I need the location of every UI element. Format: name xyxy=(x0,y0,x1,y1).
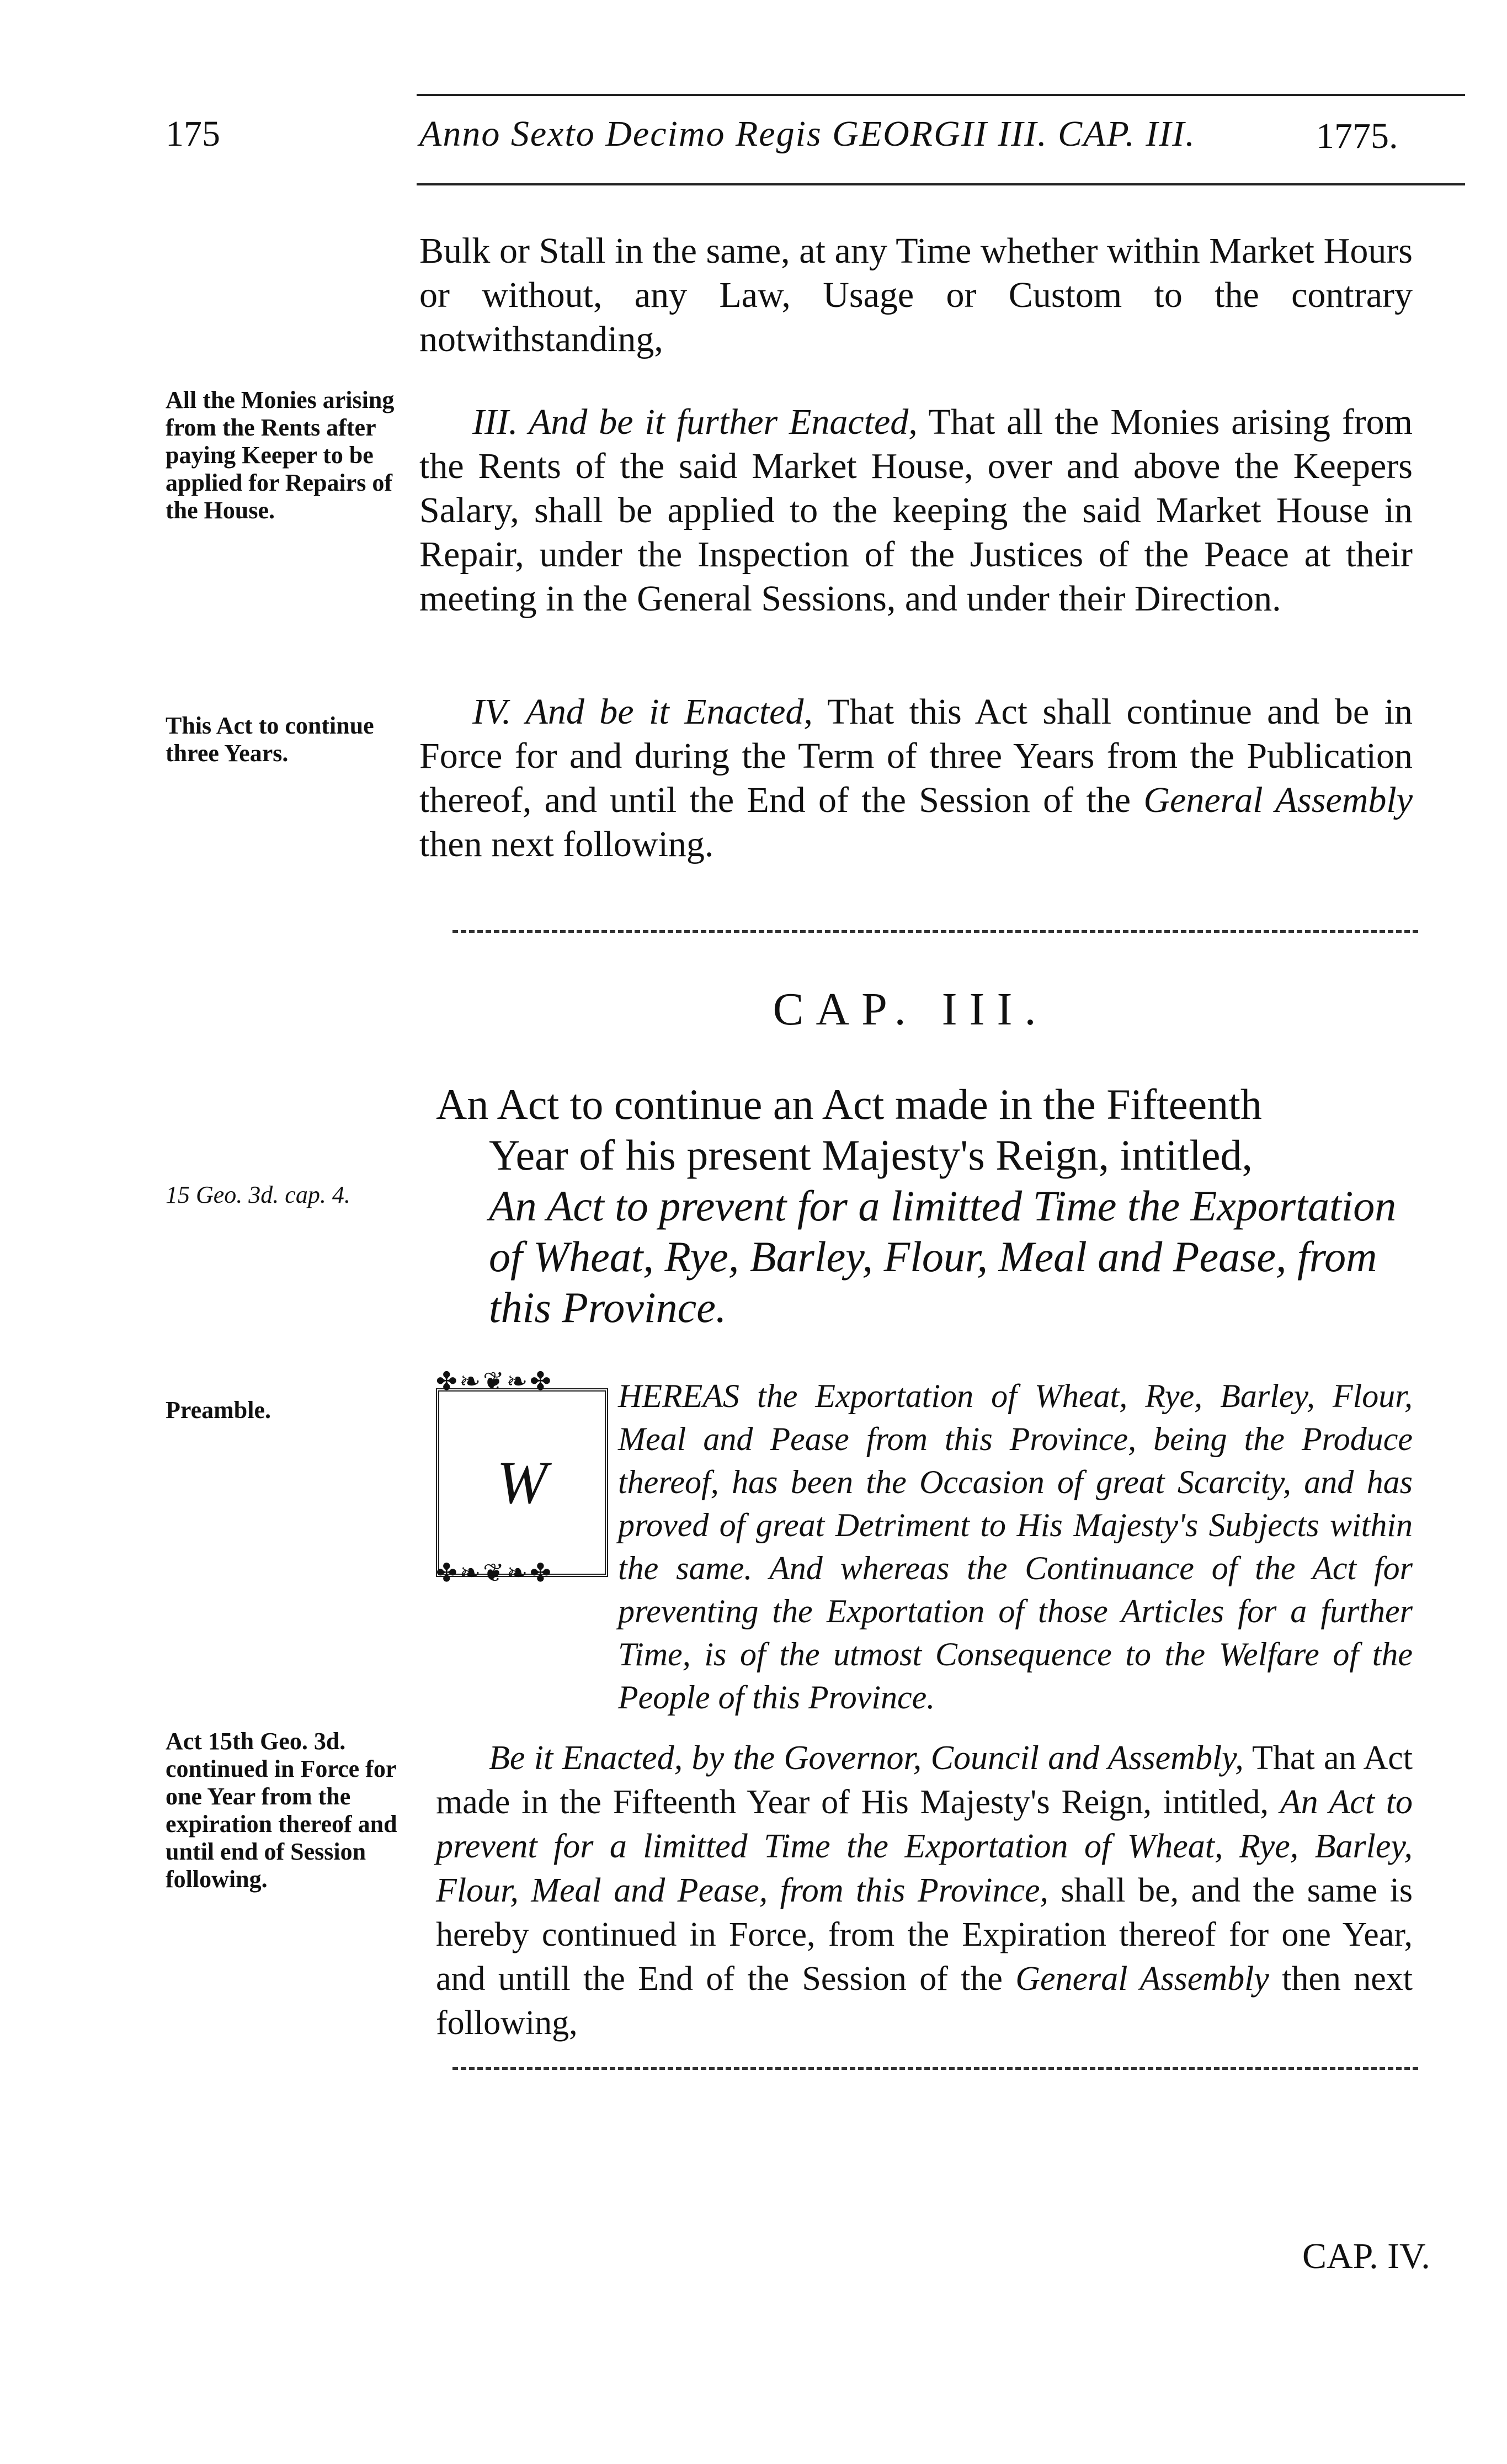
margin-note-force: Act 15th Geo. 3d. continued in Force for one Year from the expiration thereof and until end of Session following. xyxy=(166,1728,397,1893)
section-three-lead: III. And be it further Enacted, xyxy=(472,402,918,442)
drop-cap-letter: W xyxy=(497,1448,547,1516)
section-four-italic: General Assembly xyxy=(1143,780,1413,820)
margin-note-reference: 15 Geo. 3d. cap. 4. xyxy=(166,1181,350,1208)
chapter-heading: CAP. III. xyxy=(773,984,1048,1035)
continuation-paragraph: Bulk or Stall in the same, at any Time whether within Market Hours or without, any Law, Usage or Custom to the contrary notwithstanding, xyxy=(419,231,1413,359)
act-title-line2: Year of his present Majesty's Reign, intitled, xyxy=(489,1131,1253,1179)
margin-note-preamble: Preamble. xyxy=(166,1396,271,1424)
header-bottom-rule xyxy=(417,183,1465,185)
act-title-italic: An Act to prevent for a limitted Time the Exportation of Wheat, Rye, Barley, Flour, Meal and Pease, from this Province. xyxy=(489,1182,1397,1331)
catchword: CAP. IV. xyxy=(1302,2236,1430,2276)
enacting-italic-two: General Assembly xyxy=(1015,1960,1269,1998)
ornament-top: ✤❧❦❧✤ xyxy=(436,1367,553,1395)
enacting-italic: An Act to prevent for a limitted Time the Exportation of Wheat, Rye, Barley, Flour, Meal and Pease, from this Province, xyxy=(436,1783,1413,1909)
section-four-lead: IV. And be it Enacted, xyxy=(472,692,813,732)
enacting-paragraph xyxy=(436,1736,1413,2045)
margin-note-monies: All the Monies arising from the Rents after paying Keeper to be applied for Repairs of the House. xyxy=(166,386,395,524)
act-title xyxy=(436,1079,1429,1333)
bottom-divider xyxy=(452,2067,1418,2070)
margin-note-continue: This Act to continue three Years. xyxy=(166,712,374,767)
enacting-text-two: shall be, and the same is hereby continued in Force, from the Expiration thereof for one Year, and untill the End of the Session of the xyxy=(436,1872,1413,1998)
header-top-rule xyxy=(417,94,1465,96)
enacting-end: then next following, xyxy=(436,1960,1413,2042)
section-three-text: That all the Monies arising from the Rents of the said Market House, over and above the Keepers Salary, shall be applied to the keeping the said Market House in Repair, under the Inspection of the Justices of the Peace at their meeting in the General Sessions, and under their Direction. xyxy=(419,402,1413,619)
preamble-paragraph: HEREAS the Exportation of Wheat, Rye, Barley, Flour, Meal and Pease from this Province, being the Produce thereof, has been the Occasion of great Scarcity, and has proved of great Detriment to His Majesty's Subjects within the same. And whereas the Continuance of the Act for preventing the Exportation of those Articles for a further Time, is of the utmost Consequence to the Welfare of the People of this Province. xyxy=(618,1378,1413,1716)
section-four-text: That this Act shall continue and be in Force for and during the Term of three Years from the Publication thereof, and until the End of the Session of the xyxy=(419,692,1413,820)
ornament-bottom: ✤❧❦❧✤ xyxy=(436,1559,553,1587)
section-three-paragraph xyxy=(419,400,1413,621)
enacting-text-one: That an Act made in the Fifteenth Year of His Majesty's Reign, intitled, xyxy=(436,1739,1413,1821)
enacting-lead: Be it Enacted, by the Governor, Council and Assembly, xyxy=(489,1739,1244,1777)
section-divider xyxy=(452,930,1418,933)
page-number: 175 xyxy=(166,114,220,154)
header-year: 1775. xyxy=(1316,116,1398,156)
act-title-line1: An Act to continue an Act made in the Fifteenth xyxy=(436,1080,1262,1128)
running-title: Anno Sexto Decimo Regis GEORGII III. CAP. III. xyxy=(419,114,1196,154)
section-four-end: then next following. xyxy=(419,824,714,864)
section-four-paragraph xyxy=(419,690,1413,867)
drop-cap-frame xyxy=(436,1388,608,1577)
